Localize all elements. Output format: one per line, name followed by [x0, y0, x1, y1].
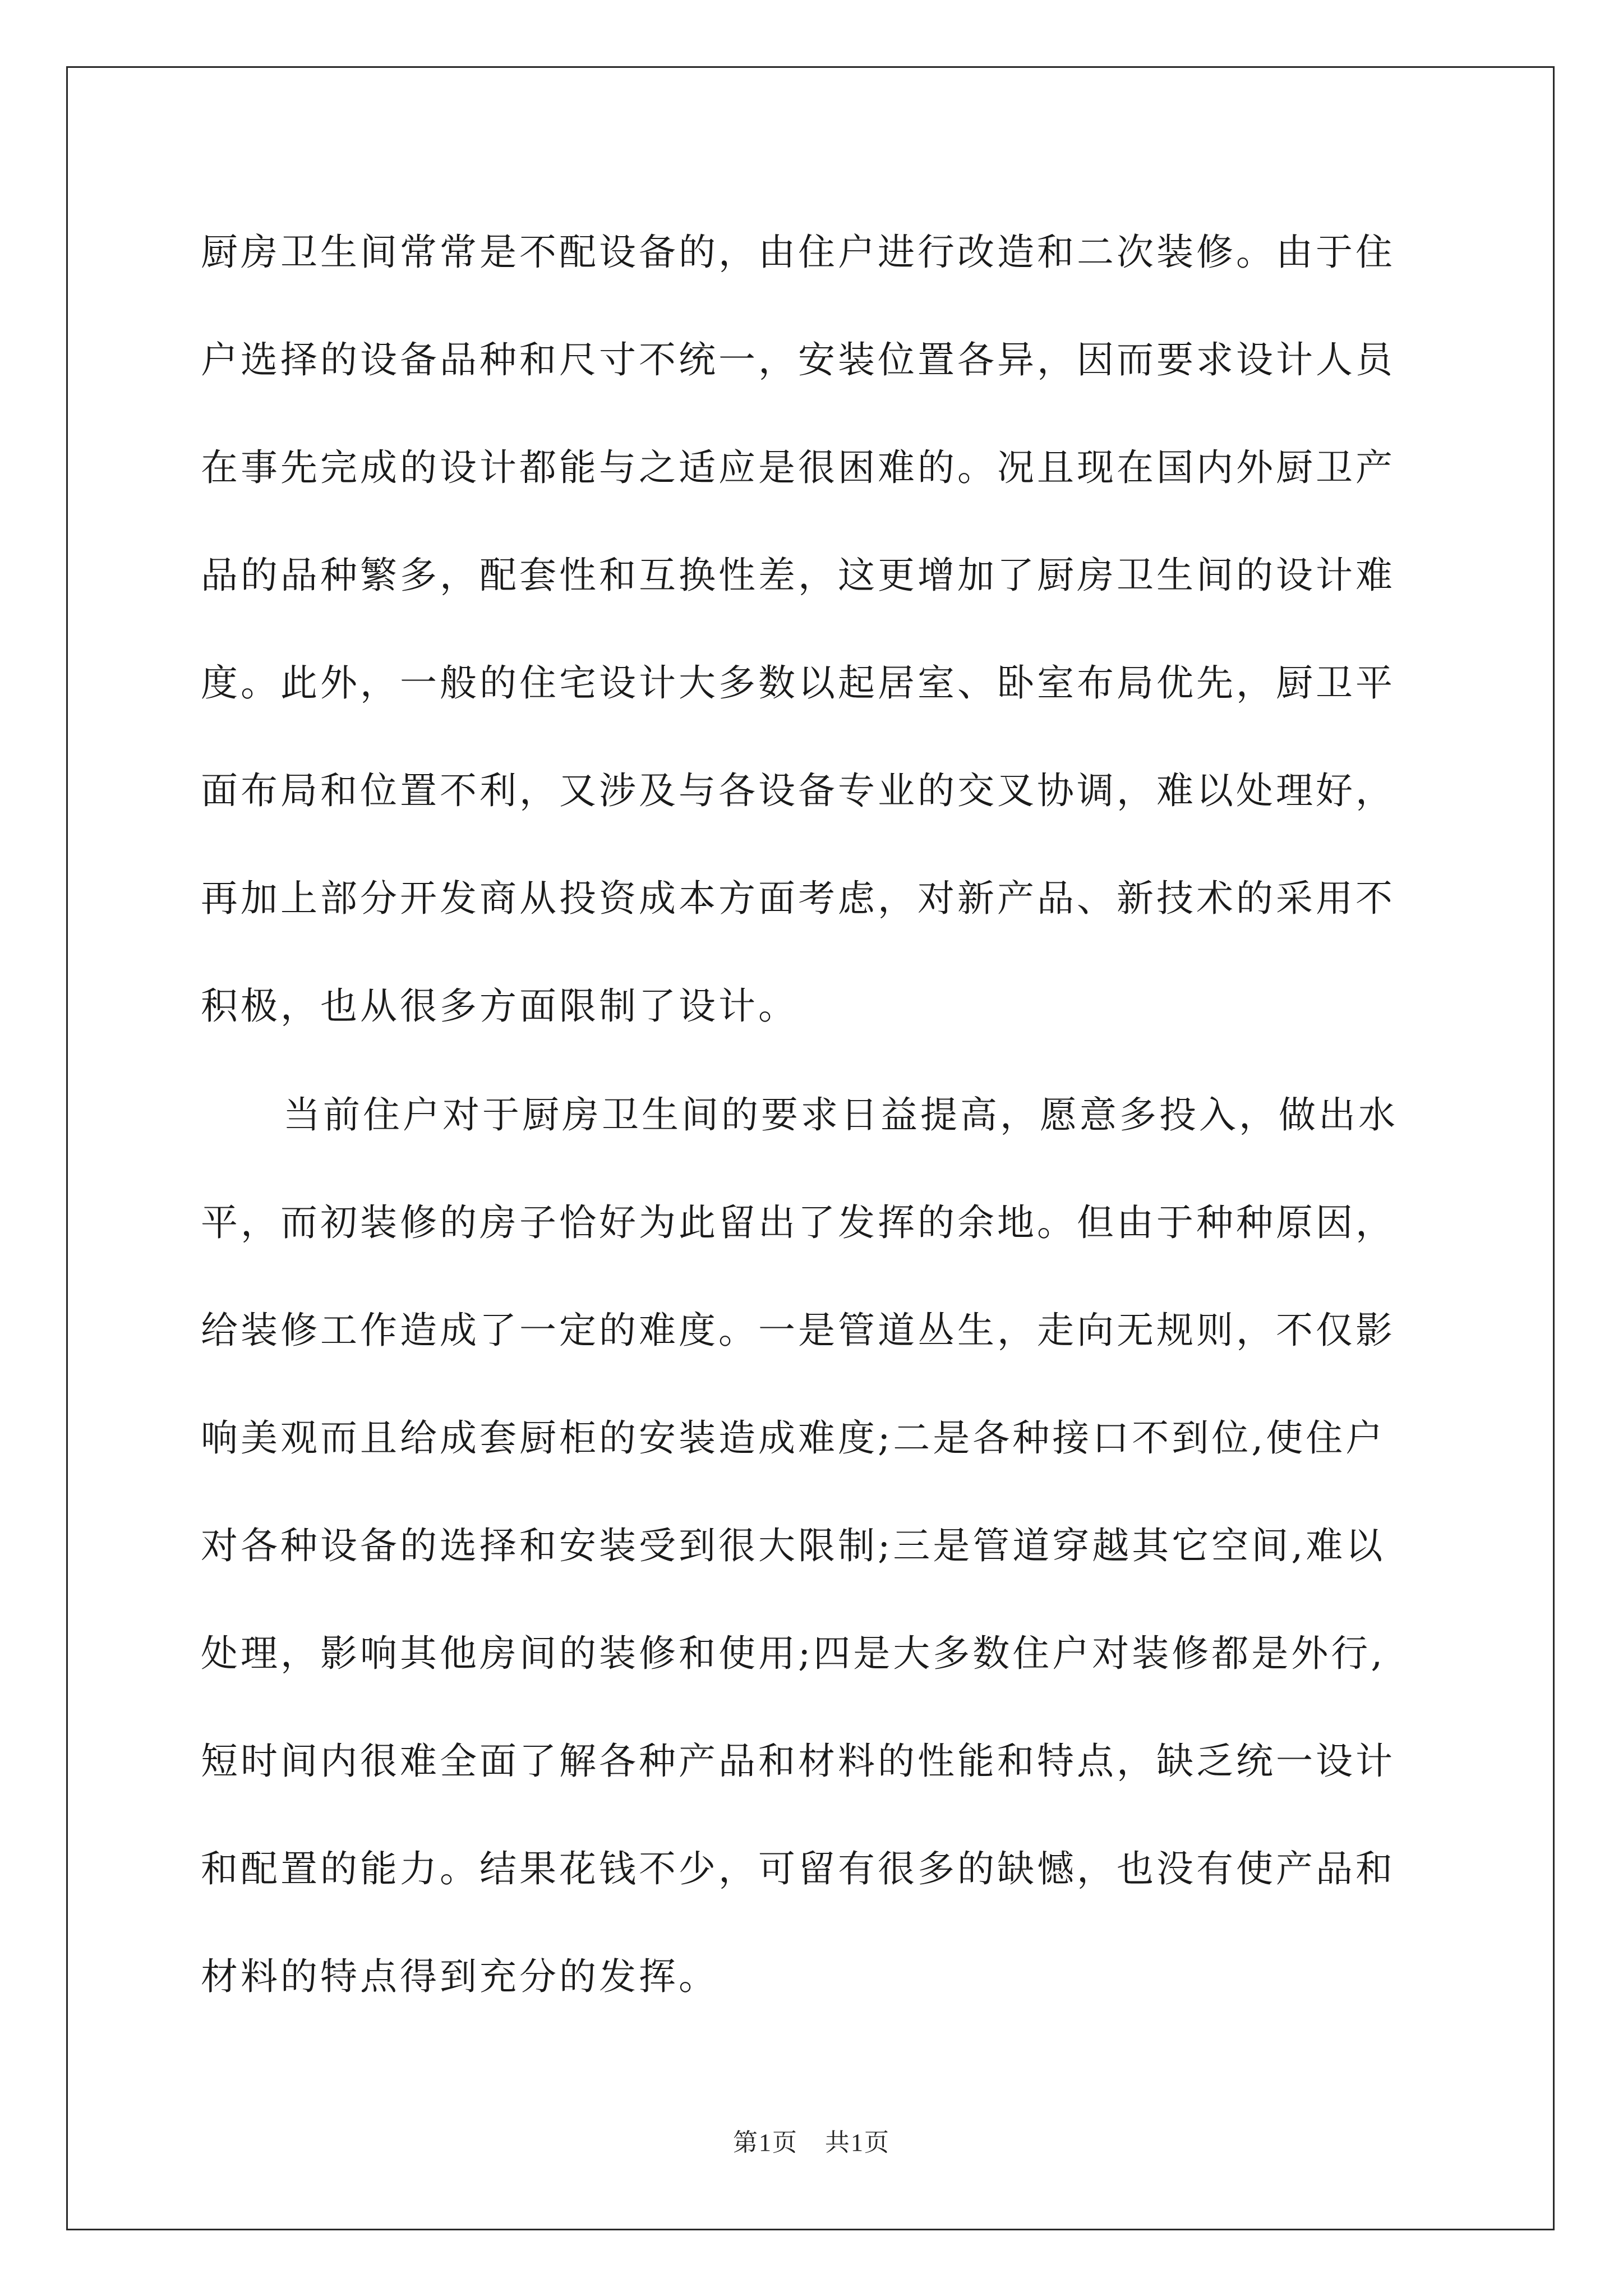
text-line: 厨房卫生间常常是不配设备的，由住户进行改造和二次装修。由于住 — [201, 231, 1395, 274]
page-footer — [0, 2131, 1623, 2155]
text-line: 对各种设备的选择和安装受到很大限制;三是管道穿越其它空间,难以 — [201, 1524, 1386, 1567]
text-line: 品的品种繁多，配套性和互换性差，这更增加了厨房卫生间的设计难 — [201, 554, 1395, 597]
text-line: 响美观而且给成套厨柜的安装造成难度;二是各种接口不到位,使住户 — [201, 1416, 1386, 1460]
page-border — [66, 66, 1555, 2230]
text-line: 处理，影响其他房间的装修和使用;四是大多数住户对装修都是外行, — [201, 1632, 1386, 1675]
text-line: 度。此外，一般的住宅设计大多数以起居室、卧室布局优先，厨卫平 — [201, 661, 1395, 705]
text-line: 再加上部分开发商从投资成本方面考虑，对新产品、新技术的采用不 — [201, 877, 1395, 920]
text-line: 短时间内很难全面了解各种产品和材料的性能和特点，缺乏统一设计 — [201, 1740, 1395, 1783]
text-line: 和配置的能力。结果花钱不少，可留有很多的缺憾，也没有使产品和 — [201, 1847, 1395, 1890]
text-line: 积极，也从很多方面限制了设计。 — [201, 984, 798, 1028]
text-line: 给装修工作造成了一定的难度。一是管道丛生，走向无规则，不仅影 — [201, 1309, 1395, 1352]
text-line: 材料的特点得到充分的发挥。 — [201, 1955, 718, 1998]
page-number: 第1页 — [733, 2129, 798, 2156]
text-line: 当前住户对于厨房卫生间的要求日益提高，愿意多投入，做出水 — [283, 1093, 1398, 1137]
text-line: 户选择的设备品种和尺寸不统一，安装位置各异，因而要求设计人员 — [201, 338, 1395, 381]
text-line: 平，而初装修的房子恰好为此留出了发挥的余地。但由于种种原因， — [201, 1201, 1395, 1244]
text-line: 在事先完成的设计都能与之适应是很困难的。况且现在国内外厨卫产 — [201, 446, 1395, 489]
text-line: 面布局和位置不利，又涉及与各设备专业的交叉协调，难以处理好， — [201, 769, 1395, 812]
page-total: 共1页 — [825, 2129, 890, 2156]
